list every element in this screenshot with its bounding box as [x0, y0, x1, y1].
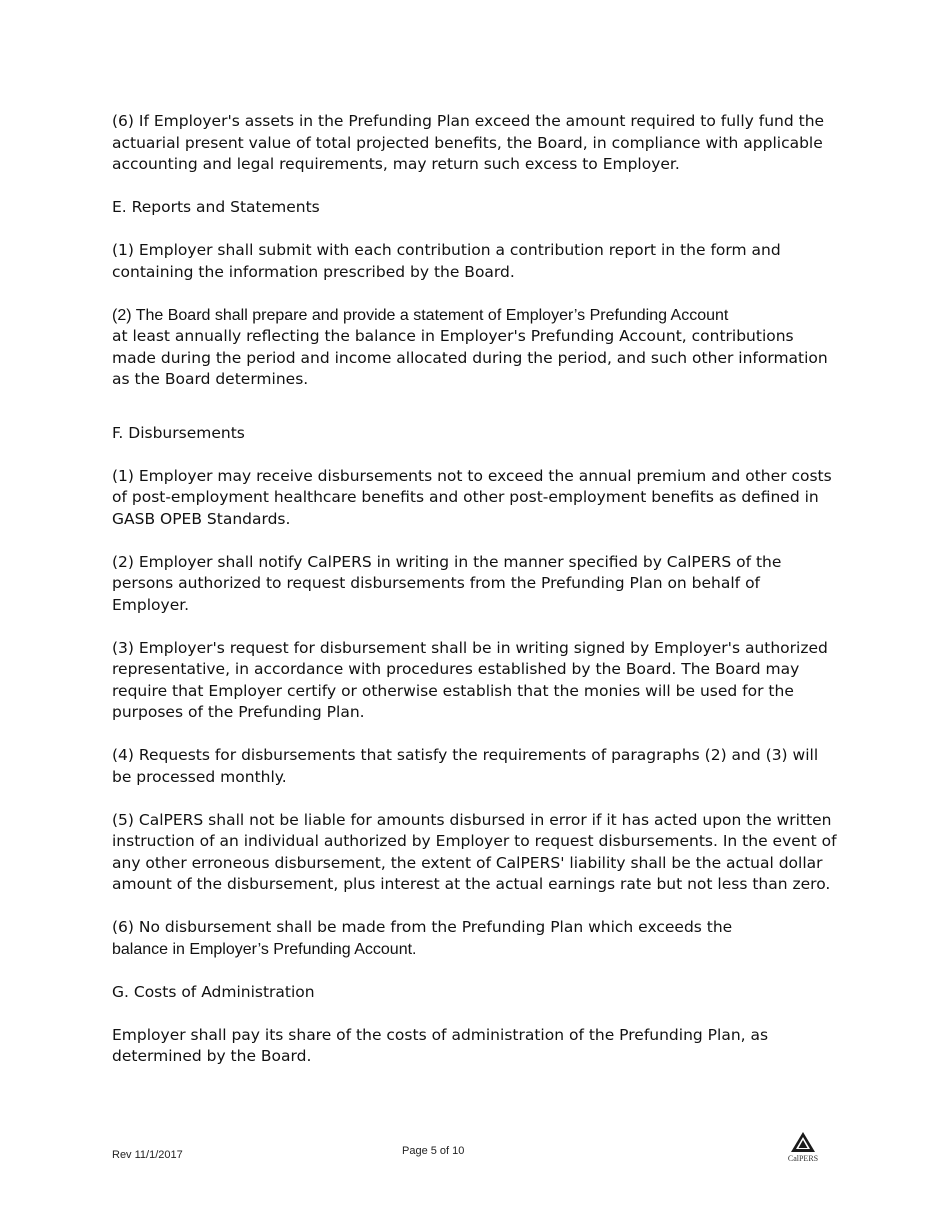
logo-text: CalPERS — [787, 1154, 819, 1163]
paragraph-g: Employer shall pay its share of the costs of administration of the Prefunding Plan, as determined by the Board. — [112, 1025, 769, 1065]
paragraph-e1: (1) Employer shall submit with each contribution a contribution report in the form and containing the information prescribed by the Board. — [112, 241, 781, 281]
paragraph-f2: (2) Employer shall notify CalPERS in writing in the manner specified by CalPERS of the persons authorized to request disbursements from the Prefunding Plan on behalf of Employer. — [112, 552, 782, 614]
section-heading-g: G. Costs of Administration — [112, 982, 315, 1001]
paragraph-f5: (5) CalPERS shall not be liable for amounts disbursed in error if it has acted upon the written instruction of an individual authorized by Employer to request disbursements. In the event of any other erroneous disbursement, the extent of CalPERS' liability shall be the actual dollar amount of the disbursement, plus interest at the actual earnings rate but not less than zero. — [112, 810, 837, 893]
paragraph-f4: (4) Requests for disbursements that satisfy the requirements of paragraphs (2) and (3) will be processed monthly. — [112, 746, 819, 786]
section-heading-e: E. Reports and Statements — [112, 198, 320, 216]
footer-revision: Rev 11/1/2017 — [112, 1149, 183, 1161]
paragraph-e2-rest: at least annually reflecting the balance in Employer's Prefunding Account, contributions made during the period and income allocated during the period, and such other information as the Board determines. — [112, 327, 828, 388]
paragraph-f3: (3) Employer's request for disbursement shall be in writing signed by Employer's authorized representative, in accordance with procedures established by the Board. The Board may require that Employer certify or otherwise establish that the monies will be used for the purposes of the Prefunding Plan. — [112, 638, 828, 721]
paragraph-f1: (1) Employer may receive disbursements not to exceed the annual premium and other costs of post-employment healthcare benefits and other post-employment benefits as defined in GASB OPEB Standards. — [112, 466, 832, 528]
paragraph-d6: (6) If Employer's assets in the Prefunding Plan exceed the amount required to fully fund the actuarial present value of total projected benefits, the Board, in compliance with applicable accounting and legal requirements, may return such excess to Employer. — [112, 112, 825, 173]
footer-page-number: Page 5 of 10 — [402, 1145, 465, 1157]
paragraph-e2-line1: (2) The Board shall prepare and provide a statement of Employer’s Prefunding Account — [112, 306, 729, 324]
section-heading-f: F. Disbursements — [112, 423, 245, 442]
paragraph-f6-line2: balance in Employer’s Prefunding Account. — [112, 940, 417, 958]
paragraph-f6-line1: (6) No disbursement shall be made from the Prefunding Plan which exceeds the — [112, 918, 733, 936]
document-body — [112, 111, 842, 1089]
calpers-logo — [784, 1131, 822, 1167]
paragraph-e2 — [112, 305, 842, 391]
paragraph-f6 — [112, 917, 842, 960]
calpers-logo-icon — [784, 1131, 822, 1153]
